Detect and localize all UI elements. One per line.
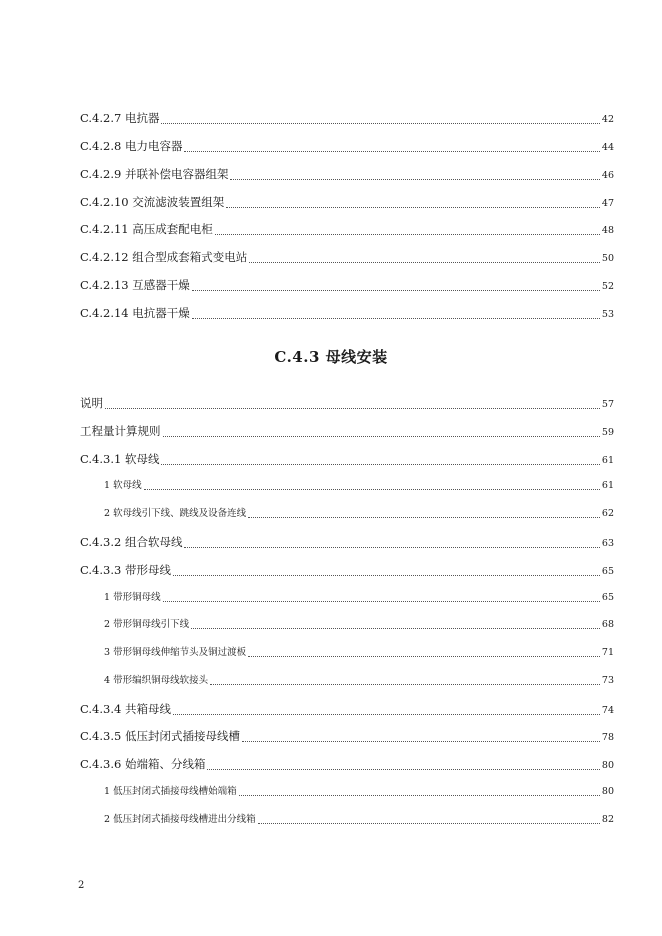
toc-leader-dots — [258, 823, 600, 824]
section-title: C.4.3 母线安装 — [274, 348, 388, 366]
toc-entry — [80, 728, 614, 746]
toc-entry-label: 1 低压封闭式插接母线槽始端箱 — [104, 786, 237, 797]
toc-entry-page: 44 — [601, 142, 614, 153]
toc-entry — [80, 166, 614, 184]
toc-leader-dots — [207, 769, 599, 770]
toc-leader-dots — [215, 234, 600, 235]
toc-leader-dots — [210, 684, 600, 685]
toc-subentry — [104, 812, 614, 828]
toc-leader-dots — [192, 318, 600, 319]
toc-entry-label: 1 软母线 — [104, 480, 142, 491]
toc-entry — [80, 138, 614, 156]
toc-subentry — [104, 478, 614, 494]
toc-entry-label: 2 带形铜母线引下线 — [104, 619, 190, 630]
toc-entry-label: C.4.2.12 组合型成套箱式变电站 — [80, 250, 248, 264]
toc-entry-page: 80 — [601, 760, 614, 771]
toc-entry-page: 48 — [601, 225, 614, 236]
toc-entry-label: 2 低压封闭式插接母线槽进出分线箱 — [104, 814, 256, 825]
toc-leader-dots — [248, 656, 600, 657]
toc-entry-page: 82 — [601, 814, 614, 825]
toc-entry-page: 62 — [601, 508, 614, 519]
toc-entry-label: 3 带形铜母线伸缩节头及铜过渡板 — [104, 647, 247, 658]
toc-entry — [80, 451, 614, 469]
toc-leader-dots — [239, 795, 600, 796]
toc-entry-page: 42 — [601, 114, 614, 125]
footer-page-number: 2 — [78, 880, 85, 891]
toc-entry-page: 46 — [601, 170, 614, 181]
toc-entry — [80, 756, 614, 774]
toc-entry-page: 61 — [601, 455, 614, 466]
toc-entry-page: 65 — [601, 592, 614, 603]
toc-entry-label: C.4.3.5 低压封闭式插接母线槽 — [80, 729, 240, 743]
toc-entry-page: 74 — [601, 705, 614, 716]
toc-entry — [80, 277, 614, 295]
toc-entry-label: C.4.3.2 组合软母线 — [80, 535, 183, 549]
toc-entry-page: 52 — [601, 281, 614, 292]
toc-leader-dots — [105, 408, 600, 409]
toc-leader-dots — [173, 575, 600, 576]
toc-entry-page: 65 — [601, 566, 614, 577]
toc-entry-page: 47 — [601, 198, 614, 209]
toc-entry — [80, 562, 614, 580]
toc-entry-page: 61 — [601, 480, 614, 491]
toc-entry-page: 50 — [601, 253, 614, 264]
toc-subentry — [104, 590, 614, 606]
toc-entry-label: C.4.3.4 共箱母线 — [80, 702, 171, 716]
toc-entry-label: C.4.2.11 高压成套配电柜 — [80, 222, 213, 236]
toc-entry-label: 4 带形编织铜母线软接头 — [104, 675, 209, 686]
toc-leader-dots — [173, 714, 600, 715]
toc-entry — [80, 249, 614, 267]
toc-leader-dots — [161, 464, 599, 465]
toc-entry-label: C.4.2.14 电抗器干燥 — [80, 306, 190, 320]
toc-leader-dots — [242, 741, 600, 742]
toc-leader-dots — [249, 262, 600, 263]
toc-entry-label: C.4.3.3 带形母线 — [80, 563, 171, 577]
toc-entry — [80, 305, 614, 323]
toc-entry — [80, 534, 614, 552]
toc-entry-page: 53 — [601, 309, 614, 320]
toc-entry-label: C.4.2.9 并联补偿电容器组架 — [80, 167, 229, 181]
toc-leader-dots — [184, 547, 599, 548]
toc-subentry — [104, 673, 614, 689]
toc-entry-label: 2 软母线引下线、跳线及设备连线 — [104, 508, 247, 519]
toc-entry-label: C.4.3.6 始端箱、分线箱 — [80, 757, 206, 771]
toc-leader-dots — [191, 628, 600, 629]
toc-subentry — [104, 617, 614, 633]
toc-leader-dots — [144, 489, 600, 490]
toc-entry — [80, 221, 614, 239]
toc-entry-page: 68 — [601, 619, 614, 630]
toc-leader-dots — [161, 123, 599, 124]
toc-leader-dots — [163, 601, 600, 602]
toc-entry-label: 1 带形铜母线 — [104, 592, 161, 603]
toc-entry-page: 57 — [601, 399, 614, 410]
toc-leader-dots — [226, 207, 600, 208]
toc-entry — [80, 194, 614, 212]
toc-entry-label: C.4.2.13 互感器干燥 — [80, 278, 190, 292]
toc-entry-page: 71 — [601, 647, 614, 658]
toc-leader-dots — [248, 517, 600, 518]
toc-subentry — [104, 645, 614, 661]
toc-entry — [80, 110, 614, 128]
toc-entry-page: 80 — [601, 786, 614, 797]
toc-entry-page: 78 — [601, 732, 614, 743]
toc-leader-dots — [163, 436, 600, 437]
toc-leader-dots — [230, 179, 599, 180]
toc-leader-dots — [184, 151, 599, 152]
toc-leader-dots — [192, 290, 600, 291]
toc-entry-label: C.4.2.7 电抗器 — [80, 111, 160, 125]
toc-entry — [80, 423, 614, 441]
toc-entry-label: C.4.3.1 软母线 — [80, 452, 160, 466]
toc-entry-page: 59 — [601, 427, 614, 438]
toc-entry — [80, 701, 614, 719]
toc-entry-label: C.4.2.8 电力电容器 — [80, 139, 183, 153]
toc-entry-page: 73 — [601, 675, 614, 686]
toc-entry-label: C.4.2.10 交流滤波装置组架 — [80, 195, 225, 209]
toc-entry — [80, 395, 614, 413]
toc-subentry — [104, 506, 614, 522]
toc-entry-label: 工程量计算规则 — [80, 424, 161, 438]
toc-entry-page: 63 — [601, 538, 614, 549]
toc-subentry — [104, 784, 614, 800]
toc-entry-label: 说明 — [80, 396, 103, 410]
